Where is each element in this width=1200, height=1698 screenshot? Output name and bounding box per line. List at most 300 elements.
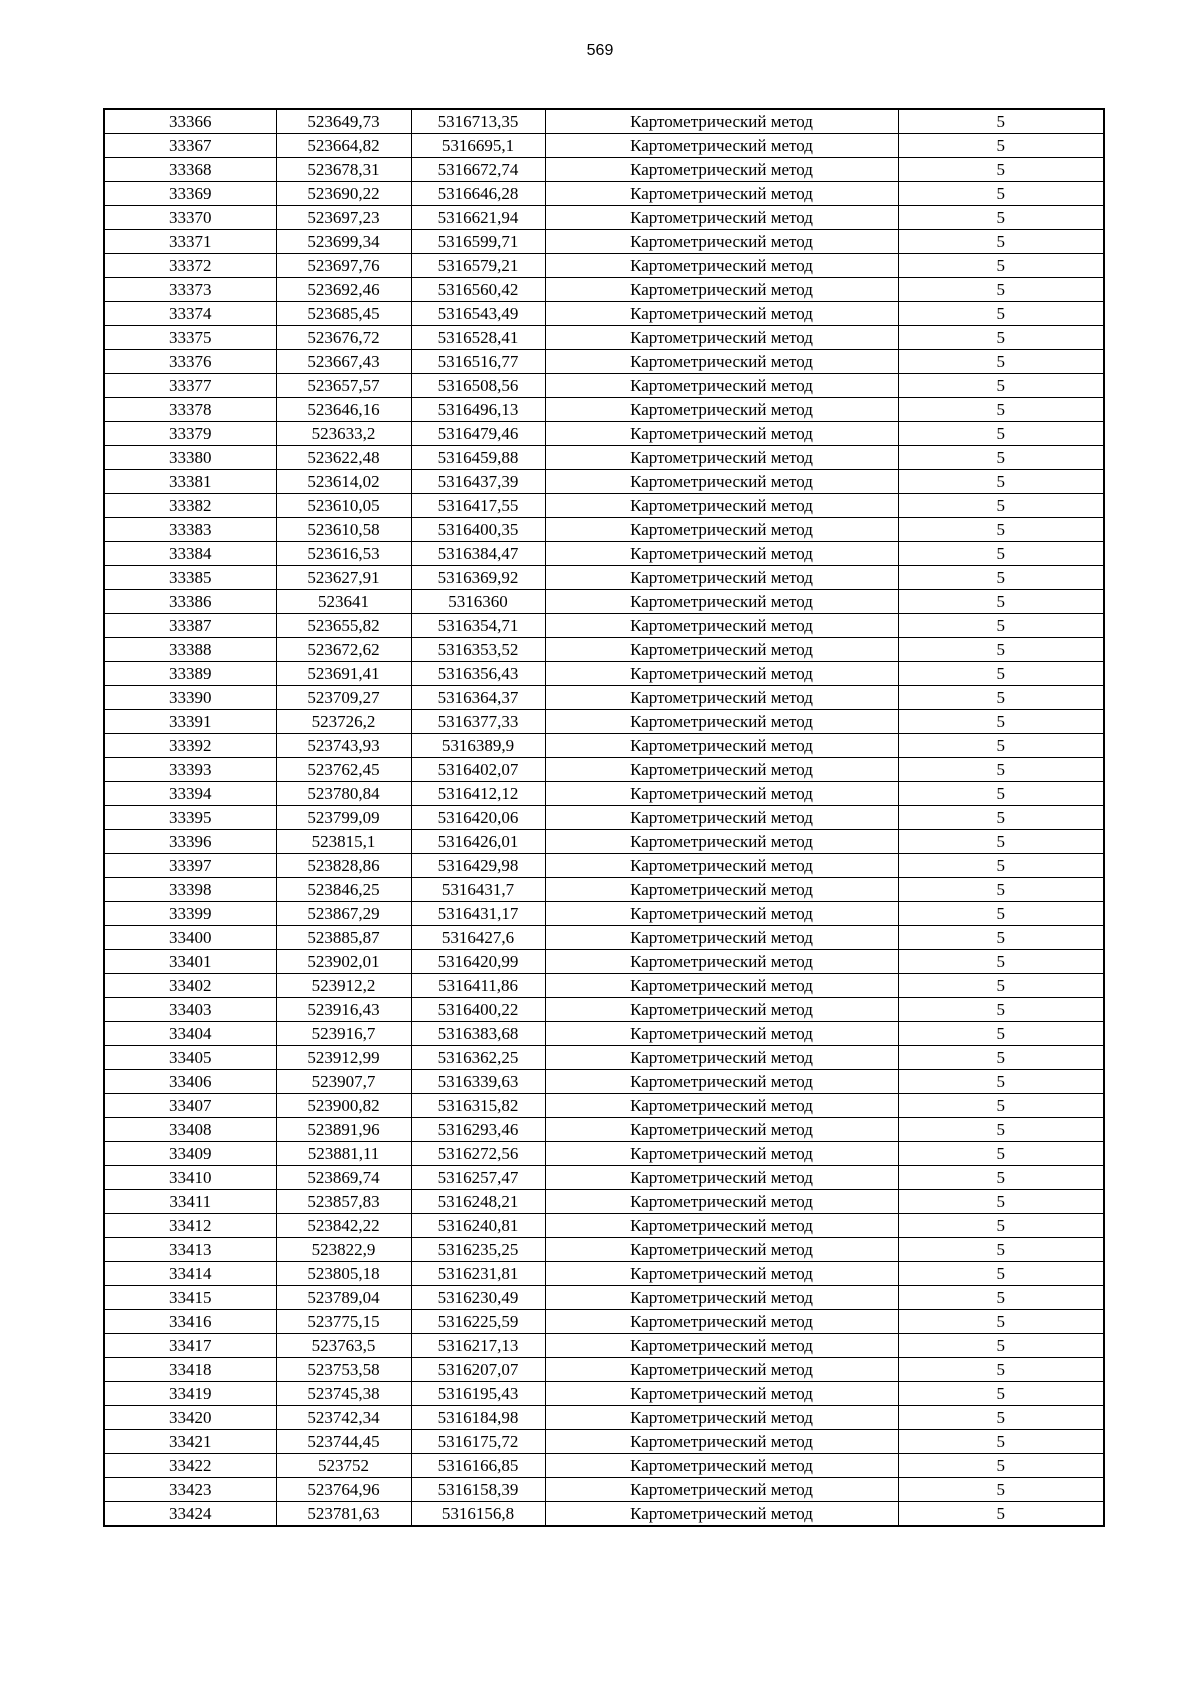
table-row: [104, 302, 1104, 326]
point-number-cell: 33402: [104, 974, 276, 998]
point-number-cell: 33373: [104, 278, 276, 302]
x-coordinate-cell: 523781,63: [276, 1502, 411, 1527]
point-number-cell: 33387: [104, 614, 276, 638]
table-row: [104, 710, 1104, 734]
x-coordinate-cell: 523846,25: [276, 878, 411, 902]
y-coordinate-cell: 5316429,98: [411, 854, 545, 878]
method-cell: Картометрический метод: [545, 1454, 898, 1478]
accuracy-cell: 5: [898, 1358, 1104, 1382]
table-row: [104, 950, 1104, 974]
x-coordinate-cell: 523869,74: [276, 1166, 411, 1190]
x-coordinate-cell: 523699,34: [276, 230, 411, 254]
accuracy-cell: 5: [898, 1286, 1104, 1310]
y-coordinate-cell: 5316579,21: [411, 254, 545, 278]
x-coordinate-cell: 523691,41: [276, 662, 411, 686]
y-coordinate-cell: 5316369,92: [411, 566, 545, 590]
y-coordinate-cell: 5316384,47: [411, 542, 545, 566]
point-number-cell: 33396: [104, 830, 276, 854]
method-cell: Картометрический метод: [545, 494, 898, 518]
y-coordinate-cell: 5316184,98: [411, 1406, 545, 1430]
point-number-cell: 33384: [104, 542, 276, 566]
table-row: [104, 1286, 1104, 1310]
table-row: [104, 1262, 1104, 1286]
y-coordinate-cell: 5316166,85: [411, 1454, 545, 1478]
table-row: [104, 518, 1104, 542]
method-cell: Картометрический метод: [545, 1022, 898, 1046]
y-coordinate-cell: 5316402,07: [411, 758, 545, 782]
point-number-cell: 33380: [104, 446, 276, 470]
method-cell: Картометрический метод: [545, 302, 898, 326]
accuracy-cell: 5: [898, 878, 1104, 902]
method-cell: Картометрический метод: [545, 374, 898, 398]
table-row: [104, 854, 1104, 878]
point-number-cell: 33397: [104, 854, 276, 878]
x-coordinate-cell: 523614,02: [276, 470, 411, 494]
y-coordinate-cell: 5316248,21: [411, 1190, 545, 1214]
method-cell: Картометрический метод: [545, 350, 898, 374]
method-cell: Картометрический метод: [545, 926, 898, 950]
point-number-cell: 33372: [104, 254, 276, 278]
table-row: [104, 806, 1104, 830]
table-row: [104, 878, 1104, 902]
x-coordinate-cell: 523743,93: [276, 734, 411, 758]
accuracy-cell: 5: [898, 758, 1104, 782]
method-cell: Картометрический метод: [545, 1478, 898, 1502]
coordinates-table-body: [104, 109, 1104, 1526]
point-number-cell: 33366: [104, 109, 276, 134]
point-number-cell: 33374: [104, 302, 276, 326]
point-number-cell: 33394: [104, 782, 276, 806]
x-coordinate-cell: 523752: [276, 1454, 411, 1478]
table-row: [104, 1094, 1104, 1118]
x-coordinate-cell: 523763,5: [276, 1334, 411, 1358]
x-coordinate-cell: 523842,22: [276, 1214, 411, 1238]
point-number-cell: 33419: [104, 1382, 276, 1406]
y-coordinate-cell: 5316217,13: [411, 1334, 545, 1358]
method-cell: Картометрический метод: [545, 1334, 898, 1358]
x-coordinate-cell: 523610,58: [276, 518, 411, 542]
y-coordinate-cell: 5316362,25: [411, 1046, 545, 1070]
y-coordinate-cell: 5316207,07: [411, 1358, 545, 1382]
table-row: [104, 542, 1104, 566]
table-row: [104, 422, 1104, 446]
point-number-cell: 33390: [104, 686, 276, 710]
accuracy-cell: 5: [898, 470, 1104, 494]
y-coordinate-cell: 5316339,63: [411, 1070, 545, 1094]
accuracy-cell: 5: [898, 134, 1104, 158]
x-coordinate-cell: 523775,15: [276, 1310, 411, 1334]
accuracy-cell: 5: [898, 1022, 1104, 1046]
point-number-cell: 33403: [104, 998, 276, 1022]
method-cell: Картометрический метод: [545, 446, 898, 470]
x-coordinate-cell: 523764,96: [276, 1478, 411, 1502]
table-row: [104, 109, 1104, 134]
table-row: [104, 638, 1104, 662]
point-number-cell: 33367: [104, 134, 276, 158]
method-cell: Картометрический метод: [545, 1190, 898, 1214]
table-row: [104, 1502, 1104, 1527]
method-cell: Картометрический метод: [545, 830, 898, 854]
table-row: [104, 446, 1104, 470]
table-row: [104, 494, 1104, 518]
y-coordinate-cell: 5316713,35: [411, 109, 545, 134]
x-coordinate-cell: 523692,46: [276, 278, 411, 302]
x-coordinate-cell: 523646,16: [276, 398, 411, 422]
accuracy-cell: 5: [898, 1382, 1104, 1406]
method-cell: Картометрический метод: [545, 1262, 898, 1286]
y-coordinate-cell: 5316426,01: [411, 830, 545, 854]
x-coordinate-cell: 523664,82: [276, 134, 411, 158]
method-cell: Картометрический метод: [545, 518, 898, 542]
method-cell: Картометрический метод: [545, 1238, 898, 1262]
accuracy-cell: 5: [898, 926, 1104, 950]
point-number-cell: 33375: [104, 326, 276, 350]
y-coordinate-cell: 5316158,39: [411, 1478, 545, 1502]
x-coordinate-cell: 523685,45: [276, 302, 411, 326]
method-cell: Картометрический метод: [545, 998, 898, 1022]
x-coordinate-cell: 523610,05: [276, 494, 411, 518]
accuracy-cell: 5: [898, 1070, 1104, 1094]
accuracy-cell: 5: [898, 398, 1104, 422]
x-coordinate-cell: 523762,45: [276, 758, 411, 782]
table-row: [104, 1190, 1104, 1214]
method-cell: Картометрический метод: [545, 566, 898, 590]
table-row: [104, 1022, 1104, 1046]
accuracy-cell: 5: [898, 1406, 1104, 1430]
table-row: [104, 782, 1104, 806]
method-cell: Картометрический метод: [545, 854, 898, 878]
x-coordinate-cell: 523916,43: [276, 998, 411, 1022]
y-coordinate-cell: 5316672,74: [411, 158, 545, 182]
table-row: [104, 374, 1104, 398]
accuracy-cell: 5: [898, 1454, 1104, 1478]
y-coordinate-cell: 5316240,81: [411, 1214, 545, 1238]
y-coordinate-cell: 5316420,06: [411, 806, 545, 830]
y-coordinate-cell: 5316315,82: [411, 1094, 545, 1118]
point-number-cell: 33421: [104, 1430, 276, 1454]
point-number-cell: 33417: [104, 1334, 276, 1358]
point-number-cell: 33400: [104, 926, 276, 950]
point-number-cell: 33377: [104, 374, 276, 398]
accuracy-cell: 5: [898, 254, 1104, 278]
accuracy-cell: 5: [898, 446, 1104, 470]
y-coordinate-cell: 5316528,41: [411, 326, 545, 350]
point-number-cell: 33413: [104, 1238, 276, 1262]
method-cell: Картометрический метод: [545, 230, 898, 254]
table-row: [104, 902, 1104, 926]
y-coordinate-cell: 5316353,52: [411, 638, 545, 662]
y-coordinate-cell: 5316417,55: [411, 494, 545, 518]
table-row: [104, 1238, 1104, 1262]
accuracy-cell: 5: [898, 1478, 1104, 1502]
y-coordinate-cell: 5316496,13: [411, 398, 545, 422]
method-cell: Картометрический метод: [545, 1430, 898, 1454]
accuracy-cell: 5: [898, 854, 1104, 878]
table-row: [104, 734, 1104, 758]
table-row: [104, 662, 1104, 686]
accuracy-cell: 5: [898, 206, 1104, 230]
y-coordinate-cell: 5316427,6: [411, 926, 545, 950]
method-cell: Картометрический метод: [545, 542, 898, 566]
y-coordinate-cell: 5316364,37: [411, 686, 545, 710]
y-coordinate-cell: 5316225,59: [411, 1310, 545, 1334]
y-coordinate-cell: 5316231,81: [411, 1262, 545, 1286]
x-coordinate-cell: 523780,84: [276, 782, 411, 806]
table-row: [104, 686, 1104, 710]
x-coordinate-cell: 523744,45: [276, 1430, 411, 1454]
point-number-cell: 33405: [104, 1046, 276, 1070]
accuracy-cell: 5: [898, 662, 1104, 686]
y-coordinate-cell: 5316235,25: [411, 1238, 545, 1262]
table-row: [104, 758, 1104, 782]
table-row: [104, 134, 1104, 158]
y-coordinate-cell: 5316257,47: [411, 1166, 545, 1190]
point-number-cell: 33378: [104, 398, 276, 422]
table-row: [104, 1454, 1104, 1478]
y-coordinate-cell: 5316400,35: [411, 518, 545, 542]
page-number: 569: [586, 42, 614, 59]
method-cell: Картометрический метод: [545, 470, 898, 494]
point-number-cell: 33412: [104, 1214, 276, 1238]
accuracy-cell: 5: [898, 1238, 1104, 1262]
table-row: [104, 1310, 1104, 1334]
point-number-cell: 33422: [104, 1454, 276, 1478]
method-cell: Картометрический метод: [545, 710, 898, 734]
x-coordinate-cell: 523667,43: [276, 350, 411, 374]
table-row: [104, 182, 1104, 206]
y-coordinate-cell: 5316400,22: [411, 998, 545, 1022]
accuracy-cell: 5: [898, 542, 1104, 566]
x-coordinate-cell: 523709,27: [276, 686, 411, 710]
point-number-cell: 33410: [104, 1166, 276, 1190]
point-number-cell: 33409: [104, 1142, 276, 1166]
accuracy-cell: 5: [898, 1190, 1104, 1214]
method-cell: Картометрический метод: [545, 1286, 898, 1310]
accuracy-cell: 5: [898, 1142, 1104, 1166]
method-cell: Картометрический метод: [545, 1142, 898, 1166]
x-coordinate-cell: 523633,2: [276, 422, 411, 446]
method-cell: Картометрический метод: [545, 182, 898, 206]
x-coordinate-cell: 523815,1: [276, 830, 411, 854]
x-coordinate-cell: 523678,31: [276, 158, 411, 182]
point-number-cell: 33383: [104, 518, 276, 542]
x-coordinate-cell: 523822,9: [276, 1238, 411, 1262]
table-row: [104, 230, 1104, 254]
x-coordinate-cell: 523697,76: [276, 254, 411, 278]
table-row: [104, 1430, 1104, 1454]
table-row: [104, 1142, 1104, 1166]
point-number-cell: 33393: [104, 758, 276, 782]
point-number-cell: 33389: [104, 662, 276, 686]
coordinates-table: [103, 108, 1105, 1527]
point-number-cell: 33395: [104, 806, 276, 830]
x-coordinate-cell: 523902,01: [276, 950, 411, 974]
accuracy-cell: 5: [898, 1334, 1104, 1358]
x-coordinate-cell: 523742,34: [276, 1406, 411, 1430]
point-number-cell: 33414: [104, 1262, 276, 1286]
accuracy-cell: 5: [898, 518, 1104, 542]
point-number-cell: 33411: [104, 1190, 276, 1214]
y-coordinate-cell: 5316516,77: [411, 350, 545, 374]
method-cell: Картометрический метод: [545, 1070, 898, 1094]
x-coordinate-cell: 523857,83: [276, 1190, 411, 1214]
table-row: [104, 1070, 1104, 1094]
accuracy-cell: 5: [898, 182, 1104, 206]
point-number-cell: 33408: [104, 1118, 276, 1142]
method-cell: Картометрический метод: [545, 974, 898, 998]
method-cell: Картометрический метод: [545, 734, 898, 758]
y-coordinate-cell: 5316621,94: [411, 206, 545, 230]
table-row: [104, 470, 1104, 494]
x-coordinate-cell: 523907,7: [276, 1070, 411, 1094]
accuracy-cell: 5: [898, 326, 1104, 350]
point-number-cell: 33371: [104, 230, 276, 254]
accuracy-cell: 5: [898, 566, 1104, 590]
accuracy-cell: 5: [898, 374, 1104, 398]
table-row: [104, 326, 1104, 350]
point-number-cell: 33368: [104, 158, 276, 182]
accuracy-cell: 5: [898, 1118, 1104, 1142]
method-cell: Картометрический метод: [545, 1382, 898, 1406]
table-row: [104, 350, 1104, 374]
accuracy-cell: 5: [898, 350, 1104, 374]
point-number-cell: 33381: [104, 470, 276, 494]
y-coordinate-cell: 5316360: [411, 590, 545, 614]
accuracy-cell: 5: [898, 158, 1104, 182]
y-coordinate-cell: 5316156,8: [411, 1502, 545, 1527]
table-row: [104, 998, 1104, 1022]
table-row: [104, 926, 1104, 950]
x-coordinate-cell: 523881,11: [276, 1142, 411, 1166]
accuracy-cell: 5: [898, 734, 1104, 758]
method-cell: Картометрический метод: [545, 686, 898, 710]
accuracy-cell: 5: [898, 950, 1104, 974]
x-coordinate-cell: 523641: [276, 590, 411, 614]
method-cell: Картометрический метод: [545, 398, 898, 422]
method-cell: Картометрический метод: [545, 758, 898, 782]
table-row: [104, 566, 1104, 590]
accuracy-cell: 5: [898, 998, 1104, 1022]
accuracy-cell: 5: [898, 1214, 1104, 1238]
accuracy-cell: 5: [898, 302, 1104, 326]
x-coordinate-cell: 523655,82: [276, 614, 411, 638]
table-row: [104, 1214, 1104, 1238]
x-coordinate-cell: 523676,72: [276, 326, 411, 350]
point-number-cell: 33379: [104, 422, 276, 446]
point-number-cell: 33385: [104, 566, 276, 590]
method-cell: Картометрический метод: [545, 950, 898, 974]
table-row: [104, 158, 1104, 182]
accuracy-cell: 5: [898, 614, 1104, 638]
y-coordinate-cell: 5316377,33: [411, 710, 545, 734]
method-cell: Картометрический метод: [545, 1094, 898, 1118]
y-coordinate-cell: 5316389,9: [411, 734, 545, 758]
accuracy-cell: 5: [898, 109, 1104, 134]
y-coordinate-cell: 5316420,99: [411, 950, 545, 974]
method-cell: Картометрический метод: [545, 1214, 898, 1238]
y-coordinate-cell: 5316479,46: [411, 422, 545, 446]
x-coordinate-cell: 523891,96: [276, 1118, 411, 1142]
x-coordinate-cell: 523697,23: [276, 206, 411, 230]
method-cell: Картометрический метод: [545, 1166, 898, 1190]
y-coordinate-cell: 5316431,17: [411, 902, 545, 926]
method-cell: Картометрический метод: [545, 638, 898, 662]
method-cell: Картометрический метод: [545, 278, 898, 302]
point-number-cell: 33370: [104, 206, 276, 230]
accuracy-cell: 5: [898, 1310, 1104, 1334]
accuracy-cell: 5: [898, 638, 1104, 662]
x-coordinate-cell: 523622,48: [276, 446, 411, 470]
y-coordinate-cell: 5316543,49: [411, 302, 545, 326]
accuracy-cell: 5: [898, 230, 1104, 254]
accuracy-cell: 5: [898, 1046, 1104, 1070]
accuracy-cell: 5: [898, 1166, 1104, 1190]
method-cell: Картометрический метод: [545, 422, 898, 446]
accuracy-cell: 5: [898, 686, 1104, 710]
table-row: [104, 254, 1104, 278]
x-coordinate-cell: 523900,82: [276, 1094, 411, 1118]
accuracy-cell: 5: [898, 974, 1104, 998]
y-coordinate-cell: 5316411,86: [411, 974, 545, 998]
point-number-cell: 33398: [104, 878, 276, 902]
x-coordinate-cell: 523616,53: [276, 542, 411, 566]
point-number-cell: 33407: [104, 1094, 276, 1118]
table-row: [104, 1478, 1104, 1502]
x-coordinate-cell: 523789,04: [276, 1286, 411, 1310]
point-number-cell: 33423: [104, 1478, 276, 1502]
point-number-cell: 33404: [104, 1022, 276, 1046]
table-row: [104, 974, 1104, 998]
point-number-cell: 33424: [104, 1502, 276, 1527]
method-cell: Картометрический метод: [545, 878, 898, 902]
table-row: [104, 830, 1104, 854]
method-cell: Картометрический метод: [545, 782, 898, 806]
point-number-cell: 33406: [104, 1070, 276, 1094]
x-coordinate-cell: 523885,87: [276, 926, 411, 950]
y-coordinate-cell: 5316195,43: [411, 1382, 545, 1406]
table-row: [104, 398, 1104, 422]
y-coordinate-cell: 5316383,68: [411, 1022, 545, 1046]
x-coordinate-cell: 523657,57: [276, 374, 411, 398]
accuracy-cell: 5: [898, 902, 1104, 926]
point-number-cell: 33401: [104, 950, 276, 974]
method-cell: Картометрический метод: [545, 1406, 898, 1430]
accuracy-cell: 5: [898, 782, 1104, 806]
method-cell: Картометрический метод: [545, 1502, 898, 1527]
x-coordinate-cell: 523690,22: [276, 182, 411, 206]
table-row: [104, 614, 1104, 638]
accuracy-cell: 5: [898, 710, 1104, 734]
method-cell: Картометрический метод: [545, 806, 898, 830]
x-coordinate-cell: 523726,2: [276, 710, 411, 734]
x-coordinate-cell: 523745,38: [276, 1382, 411, 1406]
method-cell: Картометрический метод: [545, 1118, 898, 1142]
point-number-cell: 33382: [104, 494, 276, 518]
y-coordinate-cell: 5316175,72: [411, 1430, 545, 1454]
table-row: [104, 1382, 1104, 1406]
accuracy-cell: 5: [898, 278, 1104, 302]
table-row: [104, 206, 1104, 230]
table-row: [104, 1046, 1104, 1070]
method-cell: Картометрический метод: [545, 134, 898, 158]
point-number-cell: 33415: [104, 1286, 276, 1310]
x-coordinate-cell: 523672,62: [276, 638, 411, 662]
table-row: [104, 278, 1104, 302]
y-coordinate-cell: 5316437,39: [411, 470, 545, 494]
x-coordinate-cell: 523912,2: [276, 974, 411, 998]
point-number-cell: 33376: [104, 350, 276, 374]
method-cell: Картометрический метод: [545, 158, 898, 182]
